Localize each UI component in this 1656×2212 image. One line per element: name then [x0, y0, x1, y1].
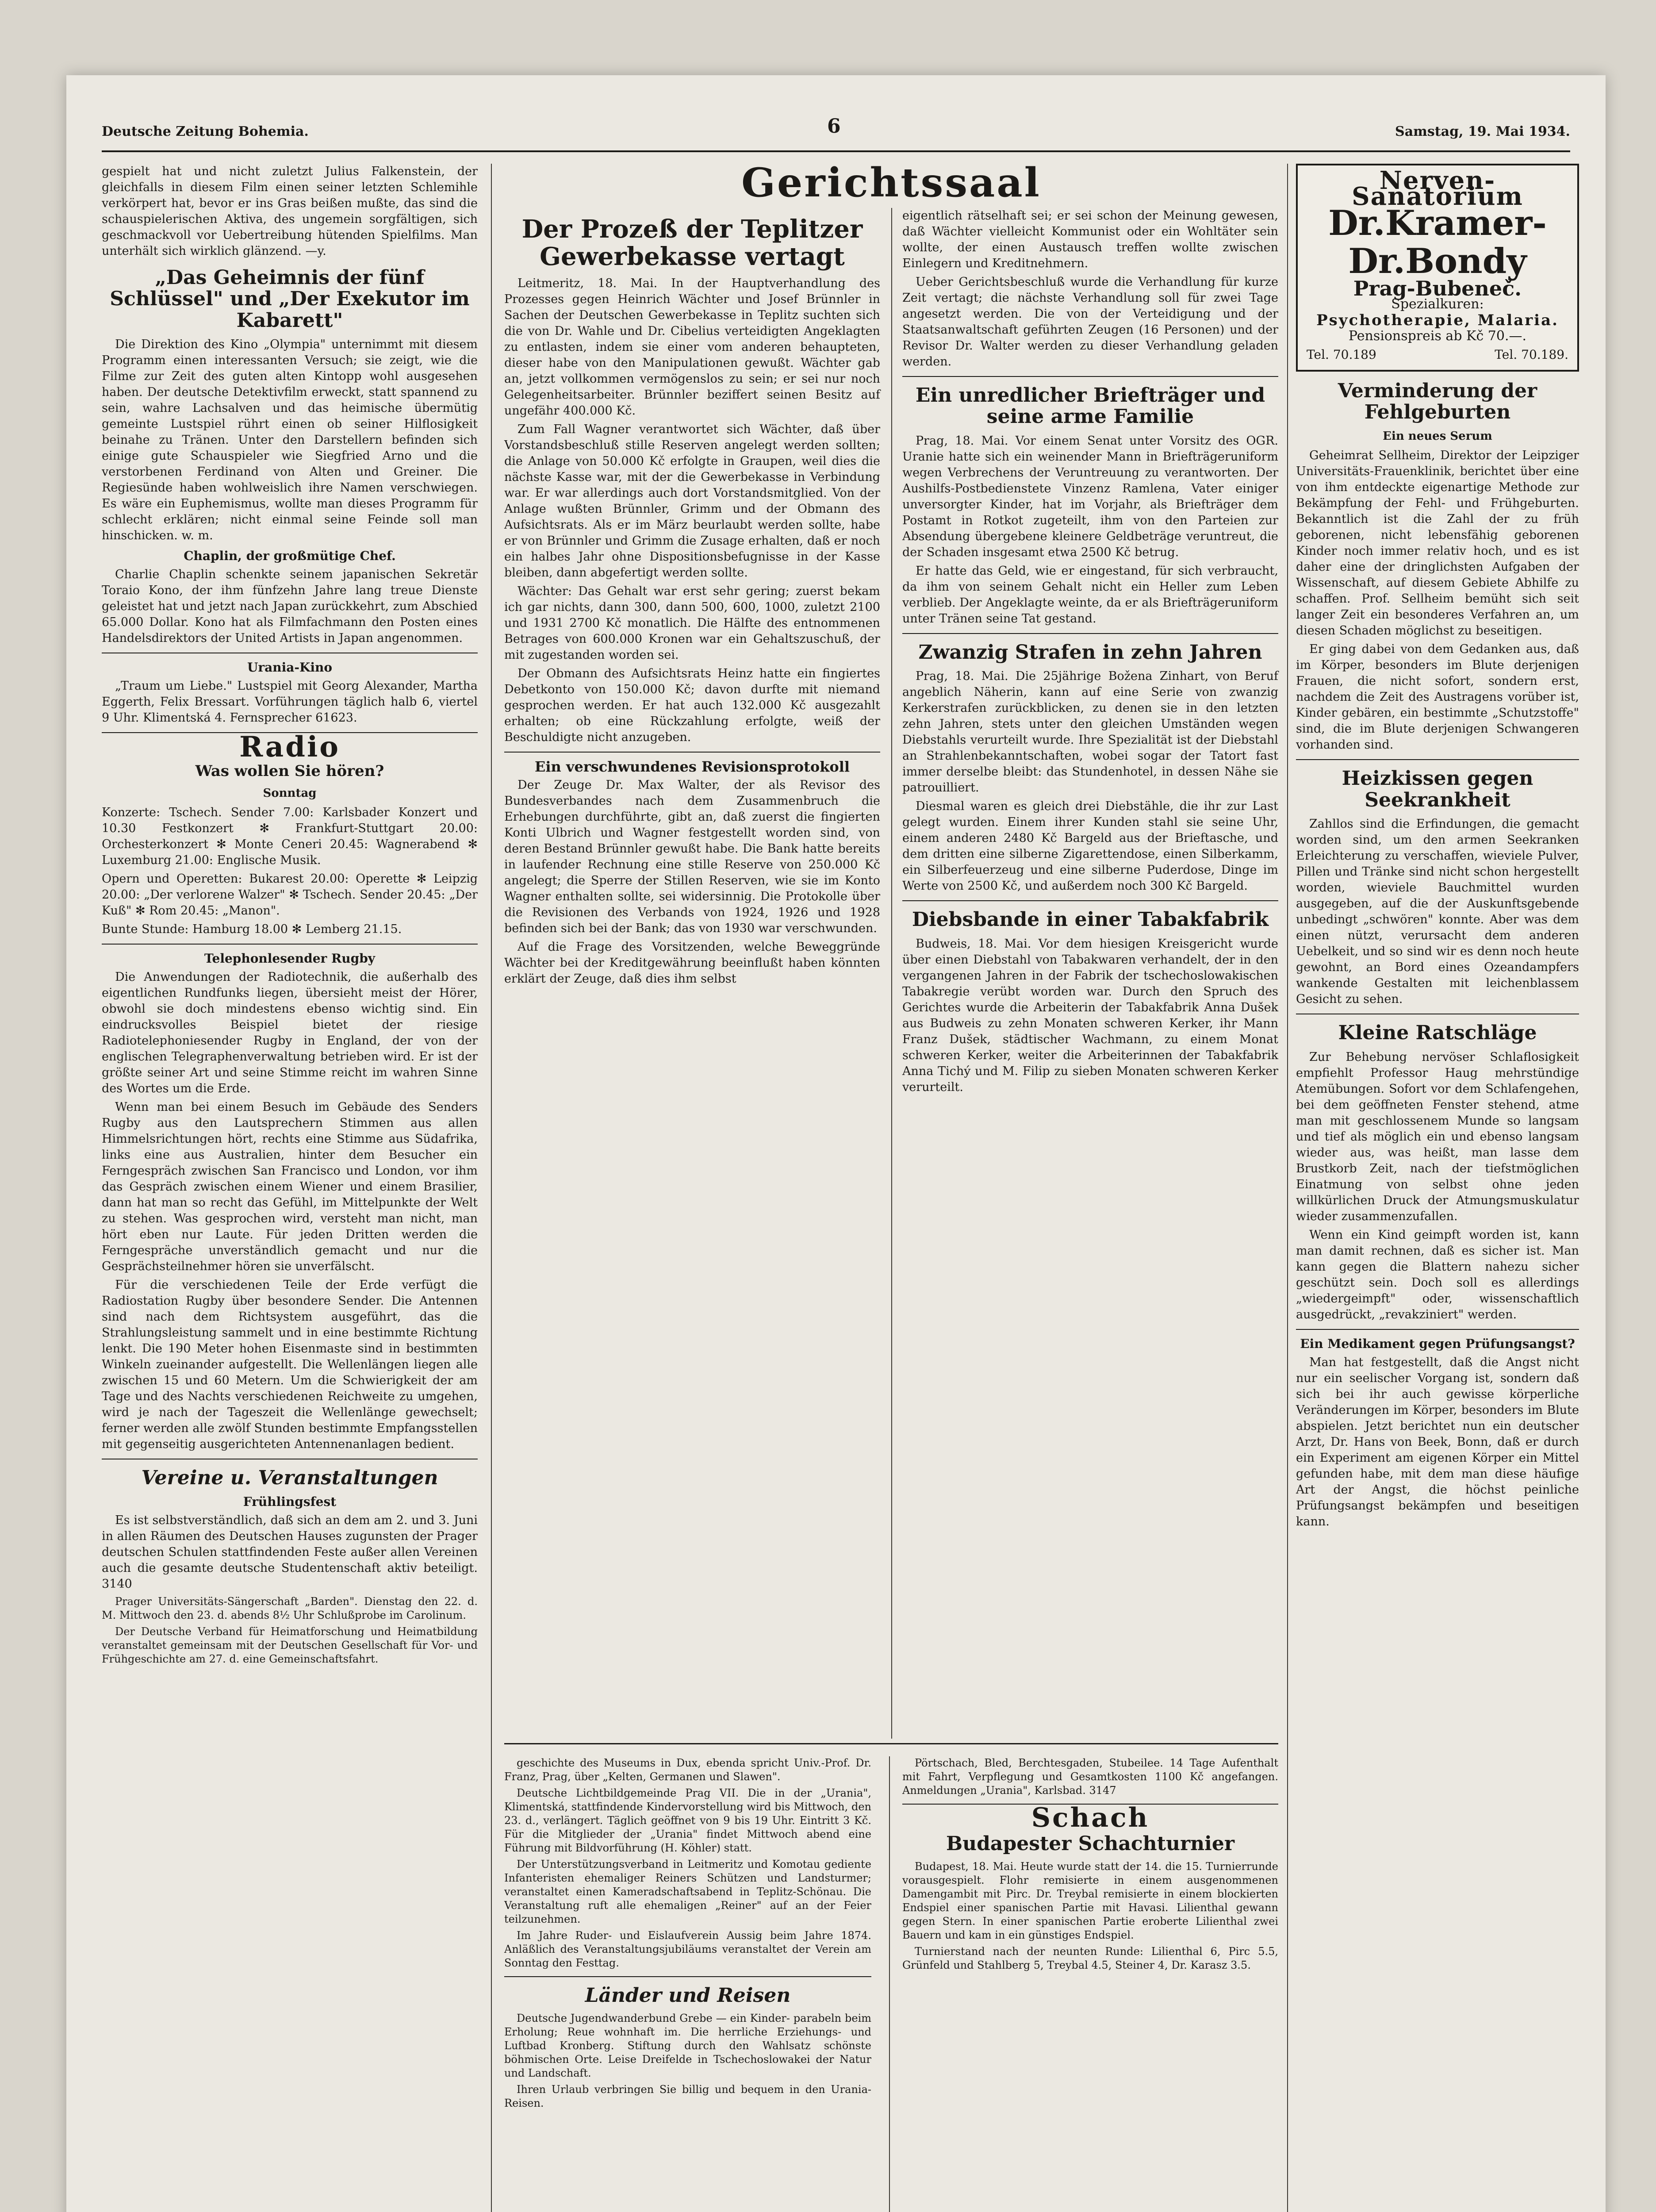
divider [504, 752, 880, 753]
article-text: Zum Fall Wagner verantwortet sich Wächter, daß über Vorstandsbeschluß stille Reserven angelegt werden sollten; die Anlage von 50.000 Kč erfolgte in Graupen, weil dies die nächste Kasse war, mit der die Gewerbekasse in Verbindung war. Er war allerdings auch dort Vorstandsmitglied. Von der Anlage wußten Brünnler, Grimm und der Obmann des Aufsichtsrats. Als er im März beurlaubt werden sollte, habe er von Brünnler und Grimm die Zusage erhalten, daß er noch ein halbes Jahr ohne Dispositionsbefugnisse in der Kasse bleiben, dann abgefertigt werden sollte. [504, 422, 880, 580]
column-rule [891, 208, 892, 1739]
divider [504, 1976, 871, 1977]
article-heading: Der Prozeß der Teplitzer Gewerbekasse vertagt [521, 215, 863, 271]
column-1 [102, 164, 478, 1669]
ad-telephone: Tel. 70.189. [1495, 347, 1568, 362]
radio-program: Konzerte: Tschech. Sender 7.00: Karlsbader Konzert und 10.30 Festkonzert ✻ Frankfurt-Stuttgart 20.00: Orchesterkonzert ✻ Monte Ceneri 20.45: Wagnerabend ✻ Luxemburg 21.00: Englische Musik. [102, 805, 478, 867]
schach-section-title: Schach [1031, 1802, 1150, 1833]
radio-section-title: Radio [239, 730, 340, 764]
column-rule [491, 164, 492, 2212]
article-text: Die Direktion des Kino „Olympia" unternimmt mit diesem Programm einen interessanten Versuch; sie zeigt, wie die Filme zur Zeit des guten alten Kintopp wohl ausgesehen haben. Der deutsche Detektivfilm erweckt, statt spannend zu sein, wahre Lachsalven und das heimische übermütig gemeinte Lustspiel rührt einen ob seiner Hilflosigkeit beinahe zu Tränen. Unter den Darstellern befinden sich einige gute Schauspieler wie Siegfried Arno und die verstorbenen Ferdinand von Alten und Greiner. Die Regiesünde haben wohlweislich ihre Namen verschwiegen. Es wäre ein Euphemismus, wollte man dieses Programm für schlecht erklären; nicht einmal seine Feinde soll man hinschicken. w. m. [102, 338, 478, 543]
article-text: Charlie Chaplin schenkte seinem japanischen Sekretär Toraio Kono, der ihm fünfzehn Jahre lang treue Dienste geleistet hat und jetzt nach Japan zurückkehrt, zum Abschied 65.000 Dollar. Kono hat als Filmfachmann den Posten eines Handelsdirektors der United Artists in Japan angenommen. [102, 568, 478, 645]
article-text: Wenn man bei einem Besuch im Gebäude des Senders Rugby aus den Lautsprechern Stimmen aus allen Himmelsrichtungen hört, rechts eine Stimme aus Südafrika, links eine aus Australien, hinter dem Besucher ein Ferngespräch zwischen San Francisco und London, vor ihm das Gespräch zwischen einem Wiener und einem Brasilier, dann hat man so recht das Gefühl, im Mittelpunkte der Welt zu stehen. Was gesprochen wird, versteht man nicht, man hört eben nur Laute. Für jeden Dritten werden die Ferngespräche unverständlich gemacht und nur die Gesprächsteilnehmer hören sie unverfälscht. [102, 1100, 478, 1273]
radio-program: Opern und Operetten: Bukarest 20.00: Operette ✻ Leipzig 20.00: „Der verlorene Walzer" ✻ Tschech. Sender 20.45: „Der Kuß" ✻ Rom 20.45: „Manon". [102, 872, 478, 918]
article-text: Er ging dabei von dem Gedanken aus, daß im Körper, besonders im Blute derjenigen Frauen, die nicht sofort, sondern erst, nachdem die Zeit des Austragens vorüber ist, Kinder gebären, ein bestimmte „Schutzstoffe" sind, die im Blute derjenigen Schwangeren vorhanden sind. [1296, 642, 1579, 752]
ad-line: Psychotherapie, Malaria. [1316, 311, 1559, 329]
article-heading: Was wollen Sie hören? [195, 762, 384, 780]
article-text: Leitmeritz, 18. Mai. In der Hauptverhandlung des Prozesses gegen Heinrich Wächter und Josef Brünnler in Sachen der Deutschen Gewerbekasse in Teplitz suchten sich die von Dr. Wahle und Dr. Cibelius verteidigten Angeklagten zu entlasten, indem sie einer vom anderen behaupteten, dieser habe von den Manipulationen gewußt. Wächter gab an, jetzt vollkommen vermögenslos zu sein; er sei nur noch Gelegenheitsarbeiter. Brünnler beziffert seinen Besitz auf ungefähr 400.000 Kč. [504, 276, 880, 418]
article-text: Budapest, 18. Mai. Heute wurde statt der 14. die 15. Turnierrunde vorausgespielt. Flohr remisierte in einem ausgenommenen Damengambit mit Pirc. Dr. Treybal remisierte in einem blockierten Endspiel einer spanischen Partie mit Havasi. Lilienthal gewann gegen Stern. In einer spanischen Partie eroberte Lilienthal zwei Bauern und kam in ein günstiges Endspiel. [902, 1860, 1278, 1942]
vereine-section-title: Vereine u. Veranstaltungen [141, 1466, 438, 1489]
notice-text: Der Unterstützungsverband in Leitmeritz und Komotau gediente Infanteristen ehemaliger Reiners Schützen und Landsturmer; veranstaltet einen Kameradschaftsabend in Teplitz-Schönau. Die Veranstaltung ruft alle ehemaligen „Reiner" auf an der Feier teilzunehmen. [504, 1858, 871, 1925]
article-heading: Heizkissen gegen Seekrankheit [1342, 767, 1533, 811]
divider [1296, 1329, 1579, 1330]
article-heading: Telephonlesender Rugby [204, 951, 376, 966]
divider [902, 376, 1278, 377]
article-text: Wenn ein Kind geimpft worden ist, kann man damit rechnen, daß es sicher ist. Man kann gegen die Blattern nahezu sicher geschützt sein. Doch soll es allerdings „wiedergeimpft" oder, wissenschaftlich ausgedrückt, „revakziniert" werden. [1296, 1228, 1579, 1321]
article-text: Es ist selbstverständlich, daß sich an dem am 2. und 3. Juni in allen Räumen des Deutschen Hauses zugunsten der Prager deutschen Schulen stattfindenden Feste außer allen Vereinen auch die gesamte deutsche Studentenschaft aktiv beteiligt. 3140 [102, 1513, 478, 1591]
bottom-left-column [504, 1756, 871, 2113]
divider [902, 633, 1278, 634]
article-text: eigentlich rätselhaft sei; er sei schon der Meinung gewesen, daß Wächter vielleicht Kommunist oder ein Wohltäter sein wollte, der einen Austausch treffen wollte zwischen Einlegern und Kreditnehmern. [902, 209, 1278, 270]
divider [902, 900, 1278, 901]
article-heading: Ein verschwundenes Revisionsprotokoll [534, 758, 850, 776]
newspaper-page [66, 75, 1606, 2212]
article-text: Für die verschiedenen Teile der Erde verfügt die Radiostation Rugby über besondere Sender. Die Antennen sind nach dem Richtsystem ausgeführt, das die Strahlungsleistung sammelt und in eine bestimmte Richtung lenkt. Die 190 Meter hohen Eisenmaste sind in bestimmten Winkeln zueinander aufgestellt. Die Wellenlängen liegen alle zwischen 15 und 60 Metern. Um die Schwierigkeit der am Tage und des Nachts verschiedenen Reichweite zu umgehen, wird je nach der Tageszeit die Wellenlänge gewechselt; ferner werden alle zwölf Stunden bestimmte Empfangsstellen mit gegenseitig ausgerichteten Antennenanlagen bedient. [102, 1278, 478, 1451]
column-4 [1296, 164, 1579, 1532]
article-heading: Budapester Schachturnier [946, 1832, 1235, 1855]
reisen-section-title: Länder und Reisen [585, 1984, 791, 2007]
notice-text: Ihren Urlaub verbringen Sie billig und bequem in den Urania-Reisen. [504, 2083, 871, 2110]
ad-telephone-row [1307, 347, 1568, 363]
ad-headline: Dr.Kramer-Dr.Bondy [1328, 203, 1547, 281]
article-text: Diesmal waren es gleich drei Diebstähle, die ihr zur Last gelegt wurden. Einem ihrer Kunden stahl sie seine Uhr, einem anderen 2480 Kč Bargeld aus der Brieftasche, und dem dritten eine silberne Zigarettendose, einen Silberkamm, ein Silberfeuerzeug und eine silberne Puderdose, Dinge im Werte von 2500 Kč, und außerdem noch 300 Kč Bargeld. [902, 799, 1278, 893]
article-subheading: Ein neues Serum [1383, 430, 1492, 443]
article-text: Budweis, 18. Mai. Vor dem hiesigen Kreisgericht wurde über einen Diebstahl von Tabakwaren verhandelt, der in den vergangenen Jahren in der Fabrik der tschechoslowakischen Tabakregie verübt worden war. Durch den Spruch des Gerichtes wurde die Arbeiterin der Tabakfabrik Anna Dušek aus Budweis zu zehn Monaten schweren Kerker, ihr Mann Franz Dušek, städtischer Wachmann, zu einem Monat schweren Kerker, weiter die Arbeiterinnen der Tabakfabrik Anna Tichý und M. Filip zu sieben Monaten schweren Kerker verurteilt. [902, 937, 1278, 1094]
bottom-right-column [902, 1756, 1278, 1975]
article-heading: Kleine Ratschläge [1338, 1022, 1537, 1045]
article-text: Geheimrat Sellheim, Direktor der Leipziger Universitäts-Frauenklinik, berichtet über eine von ihm entdeckte eigenartige Methode zur Bekämpfung der Fehl- und Frühgeburten. Bekanntlich ist die Zahl der zu früh geborenen, nicht lebensfähig geborenen Kinder noch immer relativ hoch, und es ist daher eine der dringlichsten Aufgaben der Wissenschaft, auf diesem Gebiete Abhilfe zu schaffen. Prof. Sellheim bemüht sich seit langer Zeit ein besonderes Verfahren an, um diesen Schaden möglichst zu beseitigen. [1296, 449, 1579, 638]
ad-line: Pensionspreis ab Kč 70.—. [1348, 328, 1527, 344]
article-heading: Frühlingsfest [243, 1494, 337, 1509]
article-text: Ueber Gerichtsbeschluß wurde die Verhandlung für kurze Zeit vertagt; die nächste Verhandlung soll für zwei Tage angesetzt werden. Die von der Verteidigung und der Staatsanwaltschaft geführten Zeugen (16 Personen) und der Revisor Dr. Walter werden zu dieser Verhandlung geladen werden. [902, 275, 1278, 369]
divider [1296, 759, 1579, 760]
article-text: Prag, 18. Mai. Die 25jährige Božena Zinhart, von Beruf angeblich Näherin, kann auf eine Serie von zwanzig Kerkerstrafen zurückblicken, zu denen sie in den letzten zehn Jahren, stets unter den gleichen Umständen wegen Diebstahls verurteilt wurde. Ihre Spezialität ist der Diebstahl an Strahlenbekanntschaften, wobei sogar der Tatort fast immer derselbe bleibt: das Stundenhotel, in dessen Nähe sie patrouilliert. [902, 669, 1278, 795]
page-number: 6 [827, 115, 841, 138]
article-text: Der Zeuge Dr. Max Walter, der als Revisor des Bundesverbandes nach dem Zusammenbruch die Erhebungen durchführte, gibt an, daß zuerst die fingierten Konti Ulbrich und Wagner festgestellt worden sind, von deren Bestand Brünnler gewußt habe. Die Bank hatte bereits in laufender Rechnung eine stille Reserve von 250.000 Kč angelegt; die Sperre der Stillen Reserven, wie sie im Konto Wagner enthalten sollte, sei widersinnig. Die Protokolle über die Revisionen des Verbands von 1924, 1926 und 1928 befinden sich bei der Bank; das von 1930 war verschwunden. [504, 778, 880, 936]
article-heading: Urania-Kino [247, 660, 333, 675]
article-heading: Ein Medikament gegen Prüfungsangst? [1300, 1336, 1575, 1351]
article-heading: Ein unredlicher Briefträger und seine arme Familie [915, 384, 1265, 428]
radio-program: Bunte Stunde: Hamburg 18.00 ✻ Lemberg 21.15. [102, 922, 402, 936]
notice-text: Deutsche Lichtbildgemeinde Prag VII. Die in der „Urania", Klimentská, stattfindende Kindervorstellung wird bis Mittwoch, den 23. d., verlängert. Täglich geöffnet von 9 bis 19 Uhr. Eintritt 3 Kč. Für die Mitglieder der „Urania" findet Mittwoch abend eine Führung mit Bildvorführung (H. Köhler) statt. [504, 1787, 871, 1854]
notice-text: geschichte des Museums in Dux, ebenda spricht Univ.-Prof. Dr. Franz, Prag, über „Kelten, Germanen und Slawen". [504, 1757, 871, 1783]
article-heading: „Das Geheimnis der fünf Schlüssel" und „Der Exekutor im Kabarett" [110, 266, 470, 332]
article-heading: Chaplin, der großmütige Chef. [184, 549, 396, 564]
column-3 [902, 208, 1278, 1098]
notice-text: Prager Universitäts-Sängerschaft „Barden". Dienstag den 22. d. M. Mittwoch den 23. d. abends 8½ Uhr Schlußprobe im Carolinum. [102, 1595, 478, 1621]
article-text: Er hatte das Geld, wie er eingestand, für sich verbraucht, da ihm von seinem Gehalt nicht ein Heller zum Leben verblieb. Der Angeklagte weinte, da er als Briefträgeruniform unter Tränen seine Tat gestand. [902, 564, 1278, 626]
ad-line: Nerven-Sanatorium [1352, 166, 1523, 211]
masthead-paper-name: Deutsche Zeitung Bohemia. [102, 124, 309, 139]
article-text: Prag, 18. Mai. Vor einem Senat unter Vorsitz des OGR. Uranie hatte sich ein weinender Mann in Briefträgeruniform wegen Verbrechens der Veruntreuung zu verantworten. Der Aushilfs-Postbedienstete Vinzenz Ramlena, Vater einiger unversorgter Kinder, hat im Vorjahr, als Briefträger dem Postamt in Rotkot zugeteilt, ihm von den Parteien zur Absendung übergebene kleinere Geldbeträge veruntreut, die der Schaden insgesamt etwa 2500 Kč betrug. [902, 434, 1278, 559]
article-text: „Traum um Liebe." Lustspiel mit Georg Alexander, Martha Eggerth, Felix Bressart. Vorführungen täglich halb 6, viertel 9 Uhr. Klimentská 4. Fernsprecher 61623. [102, 679, 478, 725]
notice-text: Deutsche Jugendwanderbund Grebe — ein Kinder- parabeln beim Erholung; Reue wohnhaft im. Die herrliche Erziehungs- und Luftbad Kronberg. Stiftung durch den Wahlsatz schönste böhmischen Orte. Leise Dreifelde in Tschechoslowakei der Natur und Landschaft. [504, 2012, 871, 2080]
article-text: Man hat festgestellt, daß die Angst nicht nur ein seelischer Vorgang ist, sondern daß sich bei ihr auch gewisse körperliche Veränderungen im Körper, besonders im Blute abspielen. Jetzt berichtet nun ein deutscher Arzt, Dr. Hans von Beek, Bonn, daß er durch ein Experiment am eigenen Körper ein Mittel gefunden habe, mit dem man diese häufige Art der Angst, die höchst peinliche Prüfungsangst bekämpfen und beseitigen kann. [1296, 1355, 1579, 1528]
article-heading: Diebsbande in einer Tabakfabrik [912, 908, 1269, 931]
article-text: Zahllos sind die Erfindungen, die gemacht worden sind, um den armen Seekranken Erleichterung zu verschaffen, wieviele Pulver, Pillen und Tränke sind nicht schon hergestellt worden, wieviele Bauchmittel wurden ausgegeben, auf die der Auskunftsgebende unbedingt „schwören" konnte. Aber was dem einen nützt, verursacht dem anderen Uebelkeit, und so sind wir es denn noch heute gewohnt, an Bord eines Ozeandampfers wankende Gestalten mit leichenblassem Gesicht zu sehen. [1296, 817, 1579, 1006]
ad-line: Prag-Bubeneč. [1353, 276, 1522, 300]
article-text: Wächter: Das Gehalt war erst sehr gering; zuerst bekam ich gar nichts, dann 300, dann 500, 600, 1000, zuletzt 2100 und 1931 2700 Kč monatlich. Die Hälfte des entnommenen Betrages von 600.000 Kronen war ein Gehaltszuschuß, der mit zugestanden worden sei. [504, 584, 880, 662]
radio-day: Sonntag [263, 786, 317, 800]
article-text: gespielt hat und nicht zuletzt Julius Falkenstein, der gleichfalls in diesem Film einen seiner letzten Schlemihle verkörpert hat, bevor er ins Gras beißen mußte, das sind die schauspielerischen Aktiva, des ungemein sorgfältigen, sich geschmackvoll vor Uebertreibung hütenden Spielfilms. Man unterhält sich wirklich glänzend. —y. [102, 165, 478, 258]
article-heading: Verminderung der Fehlgeburten [1338, 379, 1537, 423]
column-rule [889, 1756, 890, 2212]
article-text: Auf die Frage des Vorsitzenden, welche Beweggründe Wächter bei der Kreditgewährung beeinflußt haben könnten erklärt der Zeuge, daß dies ihm selbst [504, 940, 880, 986]
ad-telephone: Tel. 70.189 [1307, 347, 1376, 362]
divider [102, 944, 478, 945]
sanatorium-advertisement [1296, 164, 1579, 372]
article-text: Der Obmann des Aufsichtsrats Heinz hatte ein fingiertes Debetkonto von 150.000 Kč; davon durfte mit niemand gesprochen werden. Er hat auch 132.000 Kč ausgezahlt erhalten; ob eine Rückzahlung erfolgte, weiß der Beschuldigte nicht anzugeben. [504, 667, 880, 745]
section-header [504, 159, 1278, 206]
ad-line: Spezialkuren: [1391, 296, 1484, 312]
masthead-rule [102, 150, 1570, 152]
notice-text: Pörtschach, Bled, Berchtesgaden, Stubeilee. 14 Tage Aufenthalt mit Fahrt, Verpflegung und Gesamtkosten 1100 Kč angefangen. Anmeldungen „Urania", Karlsbad. 3147 [902, 1757, 1278, 1797]
section-title: Gerichtssaal [741, 159, 1041, 206]
notice-text: Der Deutsche Verband für Heimatforschung und Heimatbildung veranstaltet gemeinsam mit der Deutschen Gesellschaft für Vor- und Frühgeschichte am 27. d. eine Gemeinschaftsfahrt. [102, 1625, 478, 1665]
article-text: Turnierstand nach der neunten Runde: Lilienthal 6, Pirc 5.5, Grünfeld und Stahlberg 5, Treybal 4.5, Steiner 4, Dr. Karasz 3.5. [902, 1945, 1278, 1972]
notice-text: Im Jahre Ruder- und Eislaufverein Aussig beim Jahre 1874. Anläßlich des Veranstaltungsjubiläums veranstaltet der Verein am Sonntag den Festtag. [504, 1929, 871, 1969]
column-2 [504, 208, 880, 990]
article-heading: Zwanzig Strafen in zehn Jahren [918, 641, 1262, 664]
article-text: Zur Behebung nervöser Schlaflosigkeit empfiehlt Professor Haug mehrstündige Atemübungen. Sofort vor dem Schlafengehen, bei dem geöffneten Fenster stehend, atme man mit geschlossenem Munde so langsam und tief als möglich ein und ebenso langsam wieder aus, was heißt, man lasse dem Brustkorb Zeit, nach der tiefstmöglichen Einatmung von selbst ohne jeden willkürlichen Druck der Atmungsmuskulatur wieder zusammenzufallen. [1296, 1050, 1579, 1223]
column-rule [1287, 164, 1288, 2212]
masthead [102, 115, 1570, 150]
article-text: Die Anwendungen der Radiotechnik, die außerhalb des eigentlichen Rundfunks liegen, übersieht meist der Hörer, obwohl sie doch mindestens ebenso wichtig sind. Ein eindrucksvolles Beispiel bietet der riesige Radiotelephoniesender Rugby in England, der von der englischen Telegraphenverwaltung betrieben wird. Er ist der größte seiner Art und seine Stimme reicht im wahren Sinne des Wortes um die Erde. [102, 970, 478, 1095]
masthead-date: Samstag, 19. Mai 1934. [1395, 124, 1570, 139]
section-rule [504, 1743, 1278, 1744]
